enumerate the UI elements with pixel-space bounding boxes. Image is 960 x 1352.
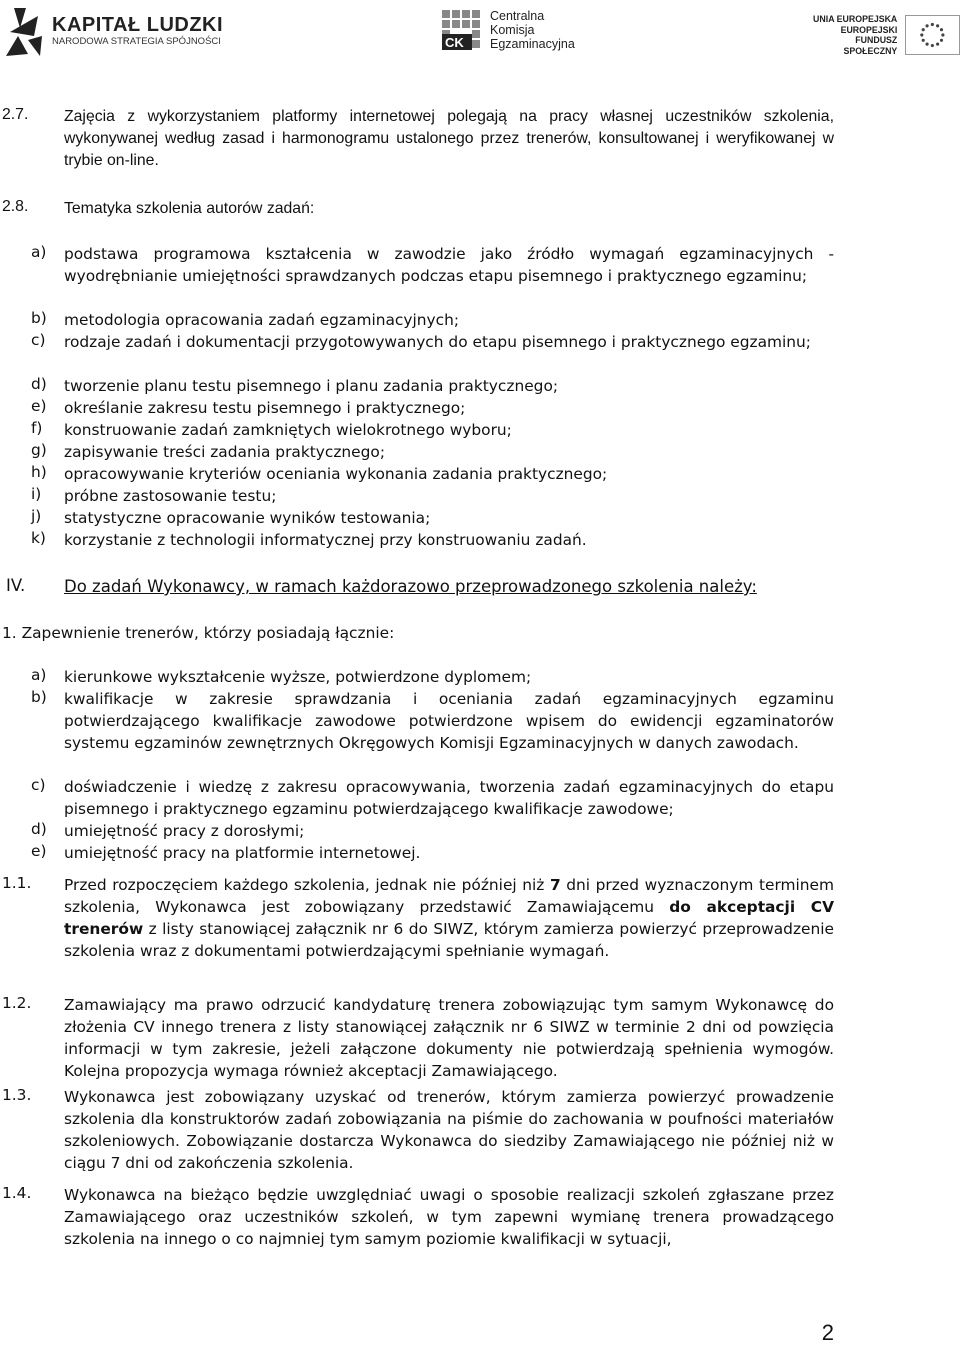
bold-run: do akceptacji CV trenerów [64,898,834,938]
list-text: określanie zakresu testu pisemnego i praktycznego; [64,399,466,417]
list-label: g) [31,441,47,459]
page-header [0,0,960,70]
point-text: 1. Zapewnienie trenerów, którzy posiadają łącznie: [2,624,395,642]
list-text: opracowywanie kryteriów oceniania wykonania zadania praktycznego; [64,465,608,483]
list-label: j) [31,507,42,525]
list-label: a) [31,243,47,261]
kapital-ludzki-logo [4,6,223,58]
ue-line2: EUROPEJSKI [840,24,898,35]
cke-mark-icon [440,8,484,52]
list-text: kwalifikacje w zakresie sprawdzania i oceniania zadań egzaminacyjnych egzaminu potwierdzającego kwalifikacje zawodowe potwierdzone wpisem do ewidencji egzaminatorów systemu egzaminów zewnętrznych Okręgowych Komisji Egzaminacyjnych w danych zawodach. [64,690,834,752]
kl-title: KAPITAŁ LUDZKI [52,14,224,36]
section-number: 2.7. [2,106,29,123]
cke-logo [440,8,575,52]
list-label: c) [31,776,46,794]
list-text: próbne zastosowanie testu; [64,487,277,505]
list-text: umiejętność pracy na platformie internetowej. [64,844,421,862]
list-text: tworzenie planu testu pisemnego i planu zadania praktycznego; [64,377,559,395]
point-number: 1.1. [2,874,32,892]
list-label: b) [31,309,47,327]
list-label: f) [31,419,43,437]
section-number: 2.8. [2,198,29,215]
ue-logo [808,14,960,56]
list-label: c) [31,331,46,349]
list-text: podstawa programowa kształcenia w zawodzie jako źródło wymagań egzaminacyjnych - wyodrębnianie umiejętności sprawdzanych podczas etapu pisemnego i praktycznego egzaminu; [64,245,834,285]
section-text: Zajęcia z wykorzystaniem platformy internetowej polegają na pracy własnej uczestników szkolenia, wykonywanej według zasad i harmonogramu ustalonego przez trenerów, konsultowanej i weryfikowanej w trybie on-line. [64,108,834,169]
section-number: IV. [6,576,26,595]
kapital-ludzki-mark-icon [4,6,44,58]
point-number: 1.4. [2,1184,32,1202]
point-text: Zamawiający ma prawo odrzucić kandydaturę trenera zobowiązując tym samym Wykonawcę do złożenia CV innego trenera z listy stanowiącej załącznik nr 6 SIWZ w terminie 2 dni od powzięcia informacji w tym zakresie, jeżeli załączone dokumenty nie potwierdzają spełnienia wymogów. Kolejna propozycja wymaga również akceptacji Zamawiającego. [64,996,834,1080]
list-label: d) [31,375,47,393]
list-text: kierunkowe wykształcenie wyższe, potwierdzone dyplomem; [64,668,532,686]
list-label: b) [31,688,47,706]
eu-flag-icon [905,15,960,55]
bold-run: 7 [549,876,561,894]
list-text: korzystanie z technologii informatycznej przy konstruowaniu zadań. [64,531,587,549]
cke-mark-text: CK [445,35,464,50]
list-text: konstruowanie zadań zamkniętych wielokrotnego wyboru; [64,421,512,439]
list-label: k) [31,529,46,547]
list-text: rodzaje zadań i dokumentacji przygotowywanych do etapu pisemnego i praktycznego egzaminu; [64,333,811,351]
list-text: umiejętność pracy z dorosłymi; [64,822,305,840]
cke-line2: Komisja [490,23,535,37]
text-run: z listy stanowiącej załącznik nr 6 do SIWZ, którym zamierza powierzyć przeprowadzenie szkolenia wraz z dokumentami potwierdzającymi spełnianie wymagań. [64,920,834,960]
cke-line3: Egzaminacyjna [490,37,575,51]
list-text: statystyczne opracowanie wyników testowania; [64,509,431,527]
text-run: dni przed wyznaczonym terminem szkolenia, Wykonawca jest zobowiązany przedstawić Zamawiającemu [64,876,834,916]
point-text: Wykonawca na bieżąco będzie uwzględniać uwagi o sposobie realizacji szkoleń zgłaszane przez Zamawiającego oraz uczestników szkoleń, w tym zapewni wymianę trenera prowadzącego szkolenia na innego o co najmniej tym samym poziomie kwalifikacji w sytuacji, [64,1186,834,1248]
point-number: 1.3. [2,1086,32,1104]
list-label: d) [31,820,47,838]
list-label: h) [31,463,47,481]
list-text: doświadczenie i wiedzę z zakresu opracowywania, tworzenia zadań egzaminacyjnych do etapu pisemnego i praktycznego egzaminu potwierdzającego kwalifikacje zawodowe; [64,778,834,818]
point-number: 1.2. [2,994,32,1012]
cke-line1: Centralna [490,9,545,23]
list-label: i) [31,485,42,503]
ue-line3: FUNDUSZ SPOŁECZNY [843,35,898,56]
page-number: 2 [821,1320,834,1345]
point-text [64,874,834,962]
list-label: e) [31,842,47,860]
point-text: Wykonawca jest zobowiązany uzyskać od trenerów, którym zamierza powierzyć prowadzenie szkolenia dla konstruktorów zadań zobowiązania na piśmie do zachowania w poufności materiałów szkoleniowych. Zobowiązanie dostarcza Wykonawca do siedziby Zamawiającego nie później niż w ciągu 7 dni od zakończenia szkolenia. [64,1088,834,1172]
ue-line1: UNIA EUROPEJSKA [813,14,898,24]
list-label: a) [31,666,47,684]
list-text: zapisywanie treści zadania praktycznego; [64,443,386,461]
text-run: Przed rozpoczęciem każdego szkolenia, jednak nie później niż [64,876,550,894]
list-label: e) [31,397,47,415]
list-text: metodologia opracowania zadań egzaminacyjnych; [64,311,460,329]
section-text: Tematyka szkolenia autorów zadań: [64,200,315,217]
kl-subtitle: NARODOWA STRATEGIA SPÓJNOŚCI [52,36,221,47]
section-heading: Do zadań Wykonawcy, w ramach każdorazowo przeprowadzonego szkolenia należy: [64,577,757,596]
